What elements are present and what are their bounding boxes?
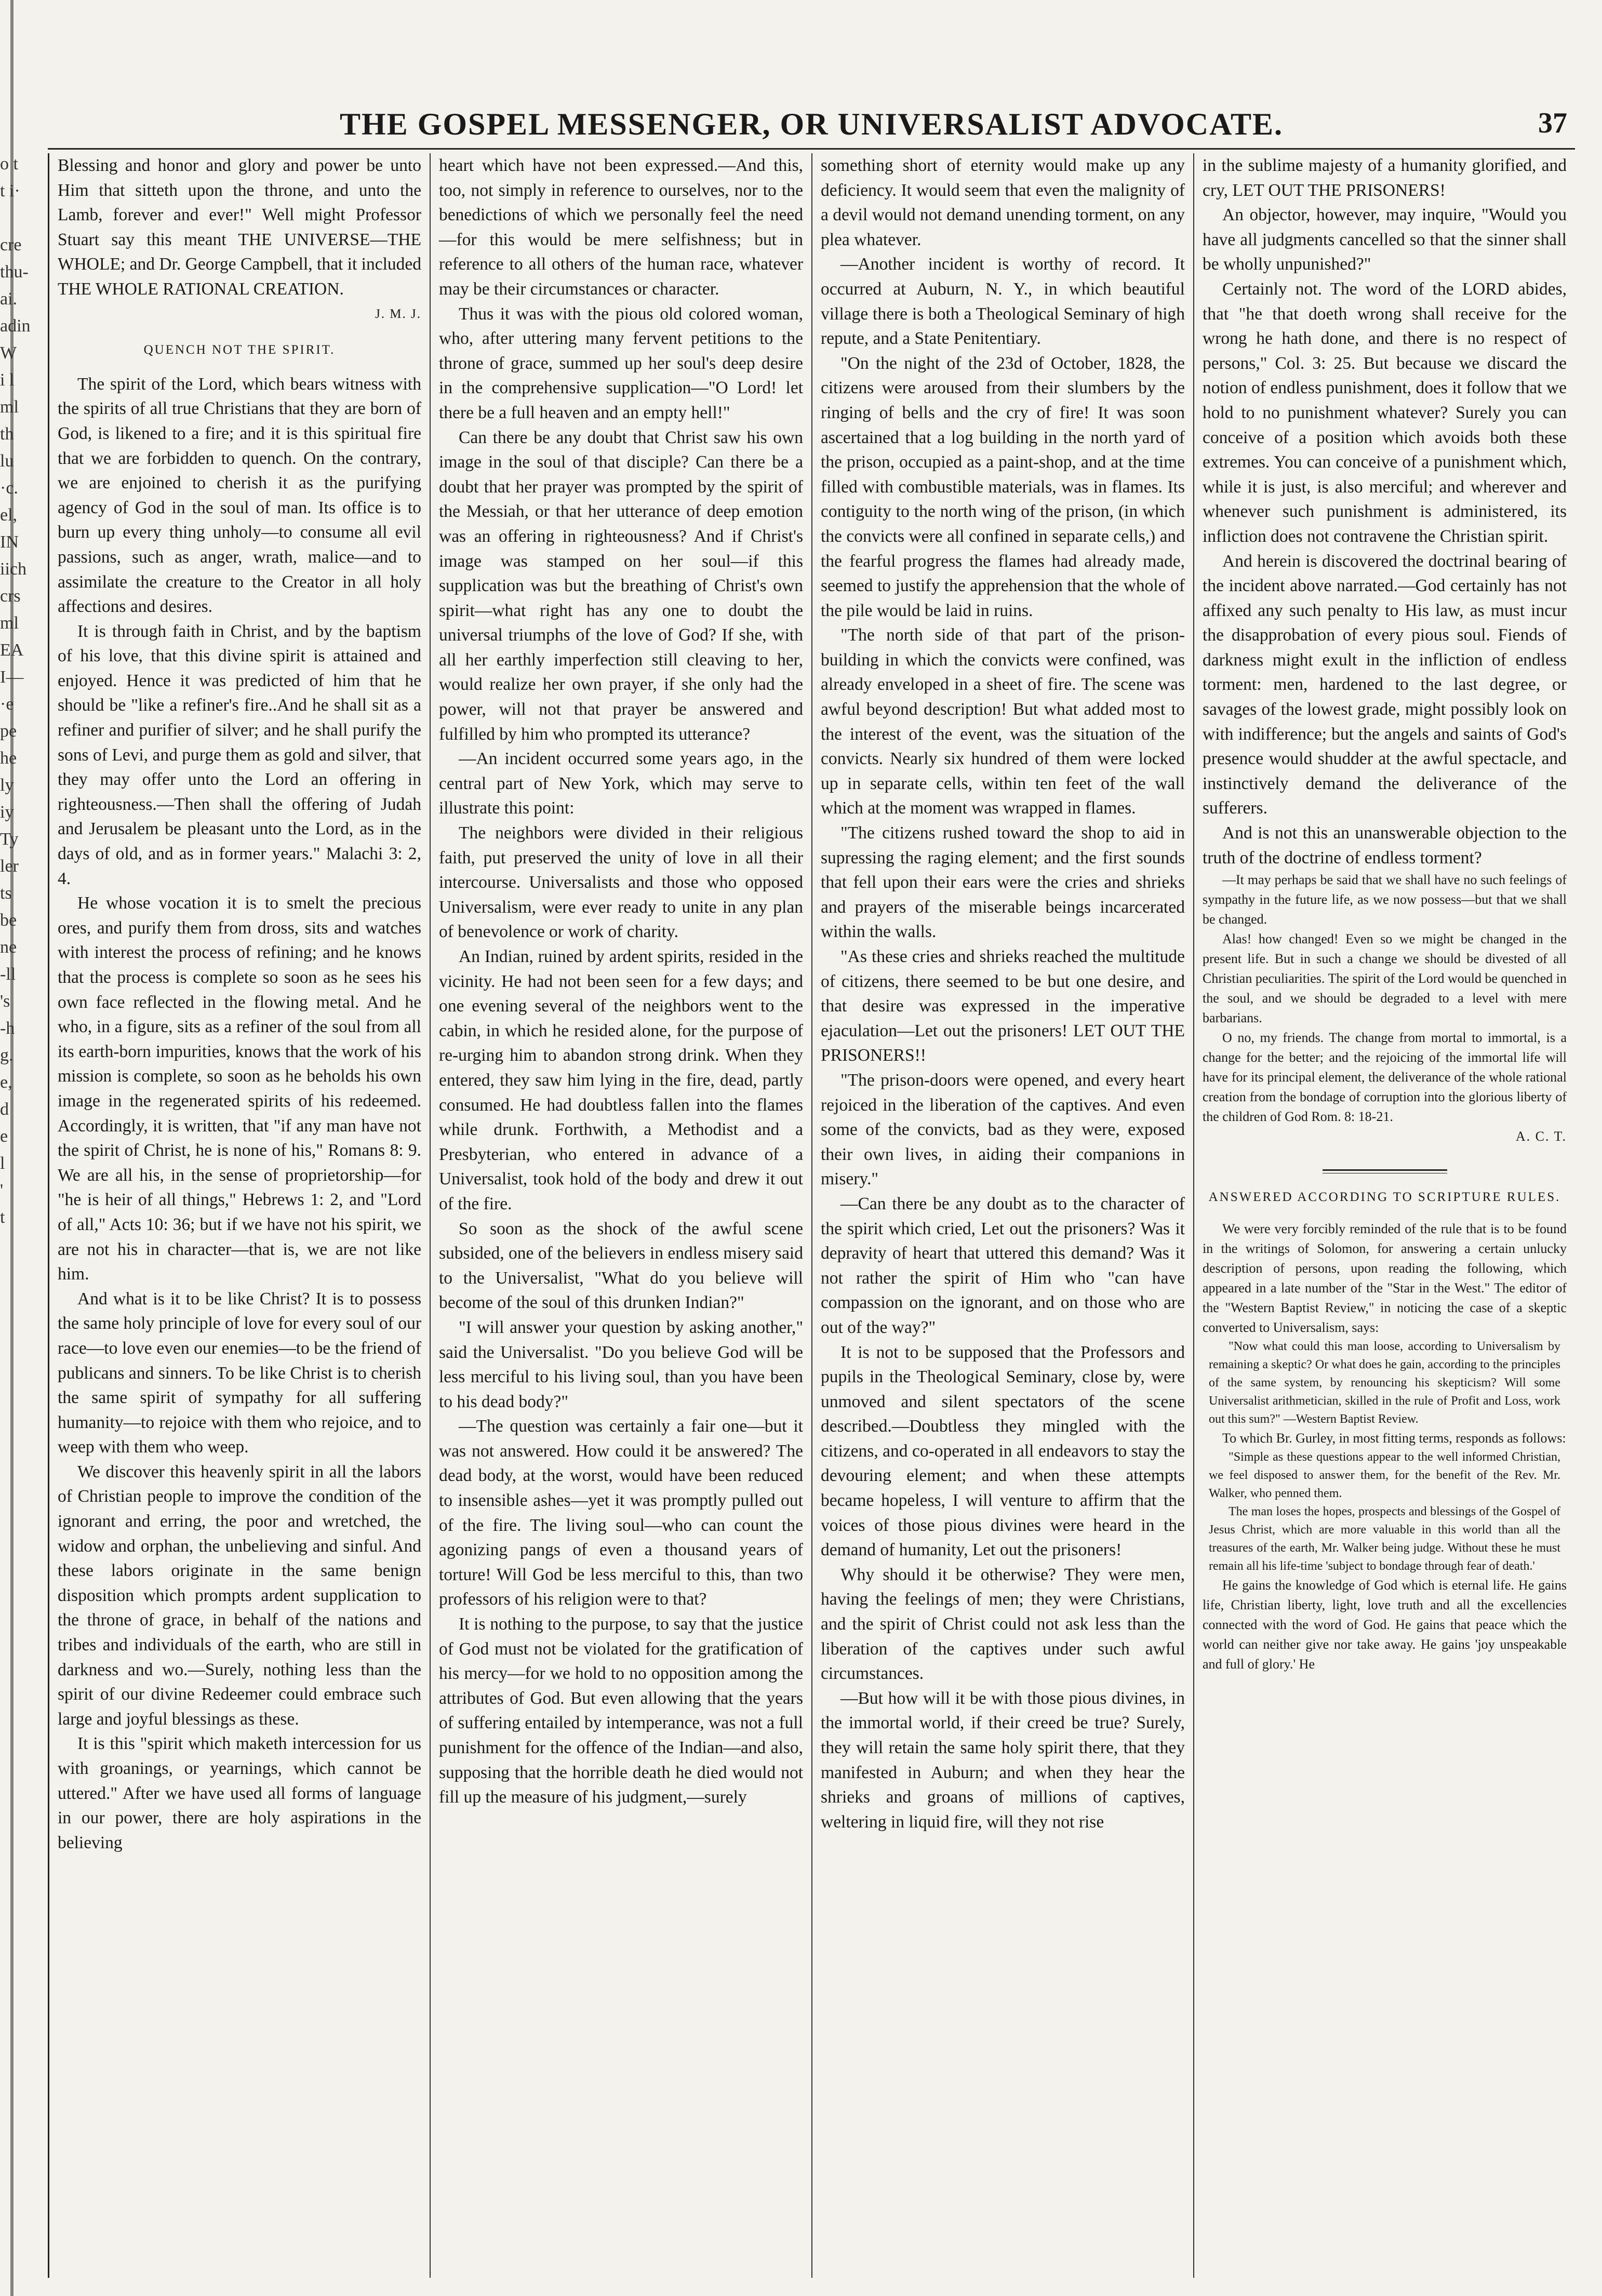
gutter-fragment: lu: [0, 451, 14, 471]
adjacent-page-gutter: [0, 151, 48, 2270]
gutter-fragment: e: [0, 1127, 8, 1146]
paragraph: And herein is discovered the doctrinal bearing of the incident above narrated.—God certainly has not affixed any such penalty to His law, as must incur the disapprobation of every pious soul. Fiends of darkness might exult in the infliction of endless torment: men, hardened to the last degree, or savages of the lowest grade, might possibly look on with indifference; but the angels and saints of God's presence would shudder at the awful spectacle, and instinctively demand the deliverance of the sufferers.: [1203, 551, 1567, 818]
paragraph: —An incident occurred some years ago, in the central part of New York, which may serve to illustrate this point:: [439, 749, 803, 818]
article-columns: [48, 153, 1575, 2278]
paragraph: To which Br. Gurley, in most fitting terms, responds as follows:: [1222, 1430, 1566, 1446]
gutter-fragment: ml: [0, 613, 19, 633]
paragraph: —But how will it be with those pious divines, in the immortal world, if their creed be true? Surely, they will retain the same holy spirit there, that they manifested in Auburn; and when they hear the shrieks and groans of millions of captives, weltering in liquid fire, will they not rise: [821, 1688, 1185, 1832]
article-heading: ANSWERED ACCORDING TO SCRIPTURE RULES.: [1208, 1190, 1561, 1205]
gutter-fragment: e,: [0, 1073, 12, 1092]
gutter-fragment: I—: [0, 668, 24, 687]
gutter-fragment: -ll: [0, 965, 16, 984]
column-3: [811, 153, 1193, 2278]
paragraph: Why should it be otherwise? They were men, having the feelings of men; they were Christians, and the spirit of Christ could not ask less than the liberation of the captives under such awful circumstances.: [821, 1565, 1185, 1684]
newspaper-title: THE GOSPEL MESSENGER, OR UNIVERSALIST ADVOCATE.: [339, 107, 1283, 141]
block-quote: [1203, 1448, 1567, 1576]
author-signature: A. C. T.: [1515, 1129, 1567, 1144]
paragraph: "I will answer your question by asking another," said the Universalist. "Do you believe God will be less merciful to his living soul, than you have been to his dead body?": [439, 1317, 803, 1411]
small-print-section: [1203, 870, 1567, 1146]
paragraph: —Can there be any doubt as to the character of the spirit which cried, Let out the prisoners? Was it depravity of heart that uttered this demand? Was it not rather the spirit of Him who "can have compassion on the ignorant, and on those who are out of the way?": [821, 1194, 1185, 1337]
paragraph: Alas! how changed! Even so we might be changed in the present life. But in such a change we should be divested of all Christian peculiarities. The spirit of the Lord would be quenched in the soul, and we should be degraded to a level with mere barbarians.: [1203, 931, 1567, 1026]
article-heading: QUENCH NOT THE SPIRIT.: [143, 343, 336, 357]
paragraph: Can there be any doubt that Christ saw his own image in the soul of that disciple? Can there be a doubt that her prayer was prompted by the spirit of the Messiah, or that her utterance of deep emotion was an offering in righteousness? And if Christ's image was stamped on her soul—if this supplication was but the breathing of Christ's own spirit—what right has any one to doubt the universal triumphs of the love of God? If she, with all her earthly imperfection still cleaving to her, would realize her own prayer, if she only had the power, will not that prayer be answered and fulfilled by him who prompted its utterance?: [439, 428, 803, 744]
gutter-fragment: o t: [0, 154, 18, 173]
gutter-fragment: EA: [0, 640, 24, 660]
paragraph: "The north side of that part of the prison-building in which the convicts were confined, was already enveloped in a sheet of fire. The scene was awful beyond description! But what added most to the interest of the event, was the situation of the convicts. Nearly six hundred of them were locked up in separate cells, within ten feet of the wall which at the moment was wrapped in flames.: [821, 625, 1185, 818]
gutter-fragment: ': [0, 1181, 4, 1200]
gutter-fragment: adin: [0, 316, 31, 336]
paragraph: Certainly not. The word of the LORD abides, that "he that doeth wrong shall receive for the wrong he hath done, and there is no respect of persons," Col. 3: 25. But because we discard the notion of endless punishment, does it follow that we hold to no punishment whatever? Surely you can conceive of a position which avoids both these extremes. You can conceive of a punishment which, while it is just, is also merciful; and wherever and whenever such punishment is administered, its infliction does not contravene the Christian spirit.: [1203, 279, 1567, 546]
paragraph: He whose vocation it is to smelt the precious ores, and purify them from dross, sits and watches with interest the process of refining; and he knows that the process is complete so soon as he sees his own face reflected in the flowing metal. And he who, in a figure, sits as a refiner of the soul from all its earth-born impurities, knows that the work of his mission is complete, so soon as he beholds his own image in the regenerated spirits of his redeemed. Accordingly, it is written, that "if any man have not the spirit of Christ, he is none of his," Romans 8: 9. We are all his, in the sense of proprietorship—for "he is heir of all things," Hebrews 1: 2, and "Lord of all," Acts 10: 36; but if we have not his spirit, we are not his in character—that is, we are not like him.: [58, 893, 421, 1284]
paragraph: "On the night of the 23d of October, 1828, the citizens were aroused from their slumbers by the ringing of bells and the cry of fire! It was soon ascertained that a log building in the north yard of the prison, occupied as a paint-shop, and at the time filled with combustible materials, was in flames. Its contiguity to the north wing of the prison, (in which the convicts were all confined in separate cells,) and the fearful progress the flames had already made, seemed to justify the apprehension that the whole of the pile would be laid in ruins.: [821, 353, 1185, 620]
gutter-fragment: cre: [0, 235, 22, 255]
gutter-fragment: -h: [0, 1019, 15, 1038]
paragraph: We discover this heavenly spirit in all the labors of Christian people to improve the condition of the ignorant and erring, the poor and wretched, the widow and orphan, the unbelieving and sinful. And these labors originate in the same benign disposition which prompts ardent supplication to the throne of grace, in behalf of the nations and tribes and individuals of the earth, who are still in darkness and wo.—Surely, nothing less than the spirit of our divine Redeemer could embrace such large and joyful blessings as these.: [58, 1462, 421, 1729]
gutter-fragment: be: [0, 911, 17, 930]
paragraph: He gains the knowledge of God which is eternal life. He gains life, Christian liberty, light, love truth and all the excellencies connected with the word of God. He gains that peace which the world can neither give nor take away. He gains 'joy unspeakable and full of glory.' He: [1203, 1577, 1567, 1672]
gutter-fragment: [0, 205, 48, 232]
small-print-section: [1203, 1576, 1567, 1674]
paragraph: It is through faith in Christ, and by the baptism of his love, that this divine spirit is attained and enjoyed. Hence it was predicted of him that he should be "like a refiner's fire..And he shall sit as a refiner and purifier of silver; and he shall purify the sons of Levi, and purge them as gold and silver, that they may offer unto the Lord an offering in righteousness.—Then shall the offering of Judah and Jerusalem be pleasant unto the Lord, as in the days of old, and as in former years." Malachi 3: 2, 4.: [58, 621, 421, 888]
gutter-fragment: t i·: [0, 181, 20, 201]
paragraph: And what is it to be like Christ? It is to possess the same holy principle of love for every soul of our race—to love even our enemies—to be the friend of publicans and sinners. To be like Christ is to cherish the same spirit of sympathy for all suffering humanity—to rejoice with them who rejoice, and to weep with them who weep.: [58, 1289, 421, 1457]
gutter-fragment: thu-: [0, 262, 29, 282]
page-number: 37: [1538, 107, 1567, 139]
section-divider: [1323, 1169, 1447, 1173]
gutter-fragment: el,: [0, 505, 18, 525]
gutter-fragment: ·e: [0, 695, 14, 714]
paragraph: heart which have not been expressed.—And this, too, not simply in reference to ourselves, nor to the benedictions of which we personally feel the need—for this would be mere selfishness; but in reference to all others of the human race, whatever may be their circumstances or character.: [439, 156, 803, 299]
small-print-section: [1203, 1219, 1567, 1338]
paragraph: We were very forcibly reminded of the rule that is to be found in the writings of Solomon, for answering a certain unlucky description of persons, upon reading the following, which appeared in a late number of the "Star in the West." The editor of the "Western Baptist Review," in noticing the case of a skeptic converted to Universalism, says:: [1203, 1221, 1567, 1335]
quote-text: "Now what could this man loose, according to Universalism by remaining a skeptic? Or what does he gain, according to the principles of the same system, by renouncing his skepticism? Will some Universalist arithmetician, skilled in the rule of Profit and Loss, work out this sum?" —Western Baptist Review.: [1209, 1339, 1560, 1426]
gutter-fragment: iy: [0, 803, 14, 822]
paragraph: Thus it was with the pious old colored woman, who, after uttering many fervent petitions to the throne of grace, summed up her soul's deep desire in the comprehensive supplication—"O Lord! let there be a full heaven and an empty hell!": [439, 304, 803, 422]
gutter-fragment: th: [0, 424, 14, 444]
column-4: [1193, 153, 1575, 2278]
paragraph: It is nothing to the purpose, to say that the justice of God must not be violated for the gratification of his mercy—for we hold to no opposition among the attributes of God. But even allowing that the years of suffering entailed by intemperance, was not a full punishment for the offence of the Indian—and also, supposing that the horrible death he died would not fill up the measure of his judgment,—surely: [439, 1614, 803, 1807]
paragraph: It is this "spirit which maketh intercession for us with groanings, or yearnings, which cannot be uttered." After we have used all forms of language in our power, there are holy aspirations in the believing: [58, 1734, 421, 1852]
paragraph: The spirit of the Lord, which bears witness with the spirits of all true Christians that they are born of God, is likened to a fire; and it is this spiritual fire that we are forbidden to quench. On the contrary, we are enjoined to cherish it as the purifying agency of God in the soul of man. Its office is to burn up every thing unholy—to consume all evil passions, such as anger, wrath, malice—and to assimilate the creature to the Creator in all holy affections and desires.: [58, 374, 421, 617]
paragraph: It is not to be supposed that the Professors and pupils in the Theological Seminary, close by, were unmoved and silent spectators of the scene described.—Doubtless they mingled with the citizens, and co-operated in all endeavors to stay the devouring element; and when these attempts became hopeless, I will venture to affirm that the voices of those pious divines were heard in the demand of humanity, Let out the prisoners!: [821, 1342, 1185, 1560]
paragraph: The neighbors were divided in their religious faith, put preserved the unity of love in all their intercourse. Universalists and those who opposed Universalism, were ever ready to unite in any plan of benevolence or work of charity.: [439, 823, 803, 942]
paragraph: An Indian, ruined by ardent spirits, resided in the vicinity. He had not been seen for a few days; and one evening several of the neighbors went to the cabin, in which he resided alone, for the purpose of re-urging him to abandon strong drink. When they entered, they saw him lying in the fire, dead, partly consumed. He had doubtless fallen into the flames while drunk. Forthwith, a Methodist and a Presbyterian, who entered in advance of a Universalist, took hold of the body and drew it out of the fire.: [439, 947, 803, 1213]
gutter-fragment: IN: [0, 532, 19, 552]
paragraph: —The question was certainly a fair one—but it was not answered. How could it be answered? The dead body, at the worst, would have been reduced to insensible ashes—yet it was promptly pulled out of the fire. The living soul—who can count the agonizing pangs of even a thousand years of torture! Will God be less merciful to this, than two professors of his religion were to that?: [439, 1417, 803, 1609]
page-header: [48, 106, 1575, 150]
gutter-fragment: he: [0, 749, 17, 768]
paragraph: —It may perhaps be said that we shall have no such feelings of sympathy in the future life, as we now possess—but that we shall be changed.: [1203, 872, 1567, 927]
gutter-fragment: g.: [0, 1046, 14, 1065]
quote-text: The man loses the hopes, prospects and blessings of the Gospel of Jesus Christ, which are more valuable in this world than all the treasures of the earth, Mr. Walker being judge. Without these he must remain all his life-time 'subject to bondage through fear of death.': [1209, 1504, 1560, 1573]
gutter-fragment: crs: [0, 586, 21, 606]
paragraph: An objector, however, may inquire, "Would you have all judgments cancelled so that the sinner shall be wholly unpunished?": [1203, 205, 1567, 274]
gutter-fragment: ts: [0, 884, 12, 903]
paragraph: So soon as the shock of the awful scene subsided, one of the believers in endless misery said to the Universalist, "What do you believe will become of the soul of this drunken Indian?": [439, 1219, 803, 1313]
paragraph: And is not this an unanswerable objection to the truth of the doctrine of endless torment?: [1203, 823, 1567, 867]
column-1: [48, 153, 430, 2278]
gutter-fragment: ml: [0, 397, 19, 417]
gutter-fragment: ler: [0, 857, 19, 876]
gutter-fragment: t: [0, 1208, 5, 1227]
gutter-fragment: iich: [0, 559, 26, 579]
paragraph: something short of eternity would make up any deficiency. It would seem that even the malignity of a devil would not demand unending torment, on any plea whatever.: [821, 156, 1185, 249]
gutter-fragment: i l: [0, 370, 15, 390]
small-print-section: [1203, 1429, 1567, 1448]
author-signature: J. M. J.: [375, 306, 421, 321]
gutter-fragment: ·c.: [0, 478, 18, 498]
column-2: [430, 153, 811, 2278]
gutter-fragment: l: [0, 1154, 5, 1173]
paragraph: —Another incident is worthy of record. It occurred at Auburn, N. Y., in which beautiful village there is both a Theological Seminary of high repute, and a State Penitentiary.: [821, 255, 1185, 349]
gutter-fragment: ly: [0, 776, 14, 795]
gutter-fragment: 's: [0, 992, 10, 1011]
quote-text: "Simple as these questions appear to the well informed Christian, we feel disposed to answer them, for the benefit of the Rev. Mr. Walker, who penned them.: [1209, 1450, 1560, 1500]
paragraph: "The prison-doors were opened, and every heart rejoiced in the liberation of the captives. And even some of the convicts, bad as they were, exposed their own lives, in aiding their companions in misery.": [821, 1070, 1185, 1189]
paragraph: "As these cries and shrieks reached the multitude of citizens, there seemed to be but one desire, and that desire was expressed in the imperative ejaculation—Let out the prisoners! LET OUT THE PRISONERS!!: [821, 947, 1185, 1065]
paragraph: in the sublime majesty of a humanity glorified, and cry, LET OUT THE PRISONERS!: [1203, 156, 1567, 200]
gutter-fragment: Ty: [0, 830, 19, 849]
gutter-fragment: W: [0, 343, 17, 363]
paragraph: Blessing and honor and glory and power be unto Him that sitteth upon the throne, and unto the Lamb, forever and ever!" Well might Professor Stuart say this meant THE UNIVERSE—THE WHOLE; and Dr. George Campbell, that it included THE WHOLE RATIONAL CREATION.: [58, 156, 421, 299]
gutter-fragment: d: [0, 1100, 9, 1119]
gutter-fragment: pe: [0, 722, 17, 741]
paragraph: O no, my friends. The change from mortal to immortal, is a change for the better; and the rejoicing of the immortal life will have for its principal element, the deliverance of the whole rational creation from the bondage of corruption into the glorious liberty of the children of God Rom. 8: 18-21.: [1203, 1030, 1567, 1125]
block-quote: [1203, 1338, 1567, 1429]
gutter-fragment: ai.: [0, 289, 18, 309]
gutter-fragment: ne: [0, 938, 17, 957]
paragraph: "The citizens rushed toward the shop to aid in supressing the raging element; and the first sounds that fell upon their ears were the cries and shrieks and prayers of the miserable beings incarcerated within the walls.: [821, 823, 1185, 942]
